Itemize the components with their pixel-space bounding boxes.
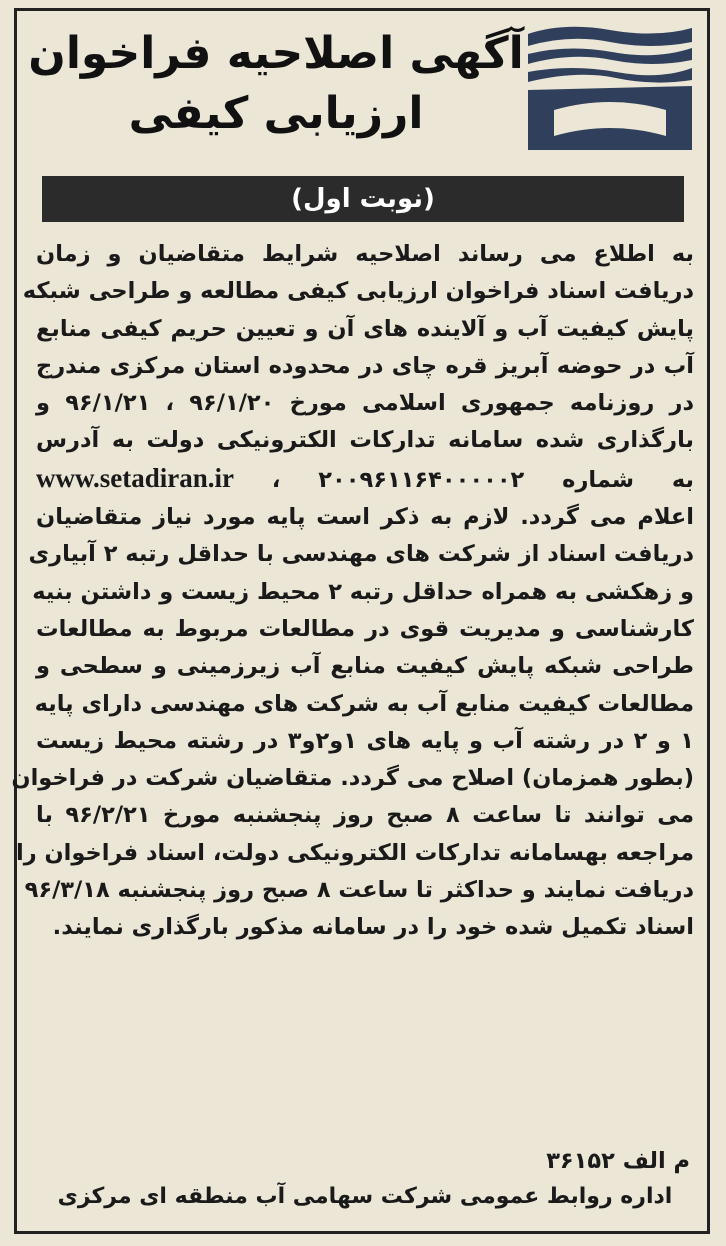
body-line: می توانند تا ساعت ۸ صبح روز پنجشنبه مورخ ۹۶/۲/۲۱ با bbox=[36, 802, 694, 829]
notice-header bbox=[26, 18, 700, 168]
notice-body bbox=[11, 236, 695, 947]
body-line: طراحی شبکه پایش کیفیت منابع آب زیرزمینی و سطحی و bbox=[36, 653, 694, 680]
body-line: کارشناسی و مدیریت قوی در مطالعات مربوط به مطالعات bbox=[36, 615, 694, 642]
notice-round-bar bbox=[42, 176, 684, 222]
body-line: مطالعات کیفیت منابع آب به شرکت های مهندسی دارای پایه bbox=[34, 690, 694, 717]
body-line-last: اسناد تکمیل شده خود را در سامانه مذکور بارگذاری نمایند. bbox=[52, 914, 694, 941]
water-company-logo bbox=[524, 20, 696, 154]
body-line: دریافت اسناد فراخوان ارزیابی کیفی مطالعه و طراحی شبکه bbox=[22, 278, 694, 305]
body-line: ۱ و ۲ در رشته آب و پایه های ۱و۲و۳ در رشته محیط زیست bbox=[36, 727, 695, 754]
publisher-footer: اداره روابط عمومی شرکت سهامی آب منطقه ای مرکزی bbox=[57, 1184, 673, 1209]
body-line: در روزنامه جمهوری اسلامی مورخ ۹۶/۱/۲۰ ، ۹۶/۱/۲۱ و bbox=[36, 390, 694, 417]
body-line: دریافت اسناد از شرکت های مهندسی با حداقل رتبه ۲ آبیاری bbox=[28, 541, 694, 568]
body-line: و زهکشی به همراه حداقل رتبه ۲ محیط زیست و داشتن بنیه bbox=[32, 578, 694, 605]
body-line: مراجعه بهسامانه تدارکات الکترونیکی دولت، اسناد فراخوان را bbox=[15, 839, 694, 866]
body-line: به اطلاع می رساند اصلاحیه شرایط متقاضیان و زمان bbox=[36, 241, 694, 267]
body-line: پایش کیفیت آب و آلاینده های آن و تعیین حریم کیفی منابع bbox=[36, 315, 694, 342]
url-suffix: به شماره ۲۰۰۹۶۱۱۶۴۰۰۰۰۰۲ ، bbox=[271, 466, 695, 493]
body-line: (بطور همزمان) اصلاح می گردد. متقاضیان شرکت در فراخوان bbox=[11, 765, 694, 792]
url-line bbox=[36, 460, 694, 499]
body-line: آب در حوضه آبریز قره چای در محدوده استان مرکزی مندرج bbox=[36, 352, 694, 379]
reference-number: م الف ۳۶۱۵۲ bbox=[546, 1148, 690, 1174]
notice-title bbox=[26, 24, 526, 144]
setadiran-url: www.setadiran.ir bbox=[36, 462, 234, 493]
body-line: اعلام می گردد. لازم به ذکر است پایه مورد نیاز متقاضیان bbox=[36, 504, 694, 531]
title-line-1: آگهی اصلاحیه فراخوان bbox=[28, 28, 524, 79]
title-line-2: ارزیابی کیفی bbox=[128, 88, 424, 139]
body-line: بارگذاری شده سامانه تدارکات الکترونیکی دولت به آدرس bbox=[36, 427, 694, 454]
body-line: دریافت نمایند و حداکثر تا ساعت ۸ صبح روز پنجشنبه ۹۶/۳/۱۸ bbox=[24, 877, 694, 904]
notice-round: (نوبت اول) bbox=[291, 184, 435, 214]
